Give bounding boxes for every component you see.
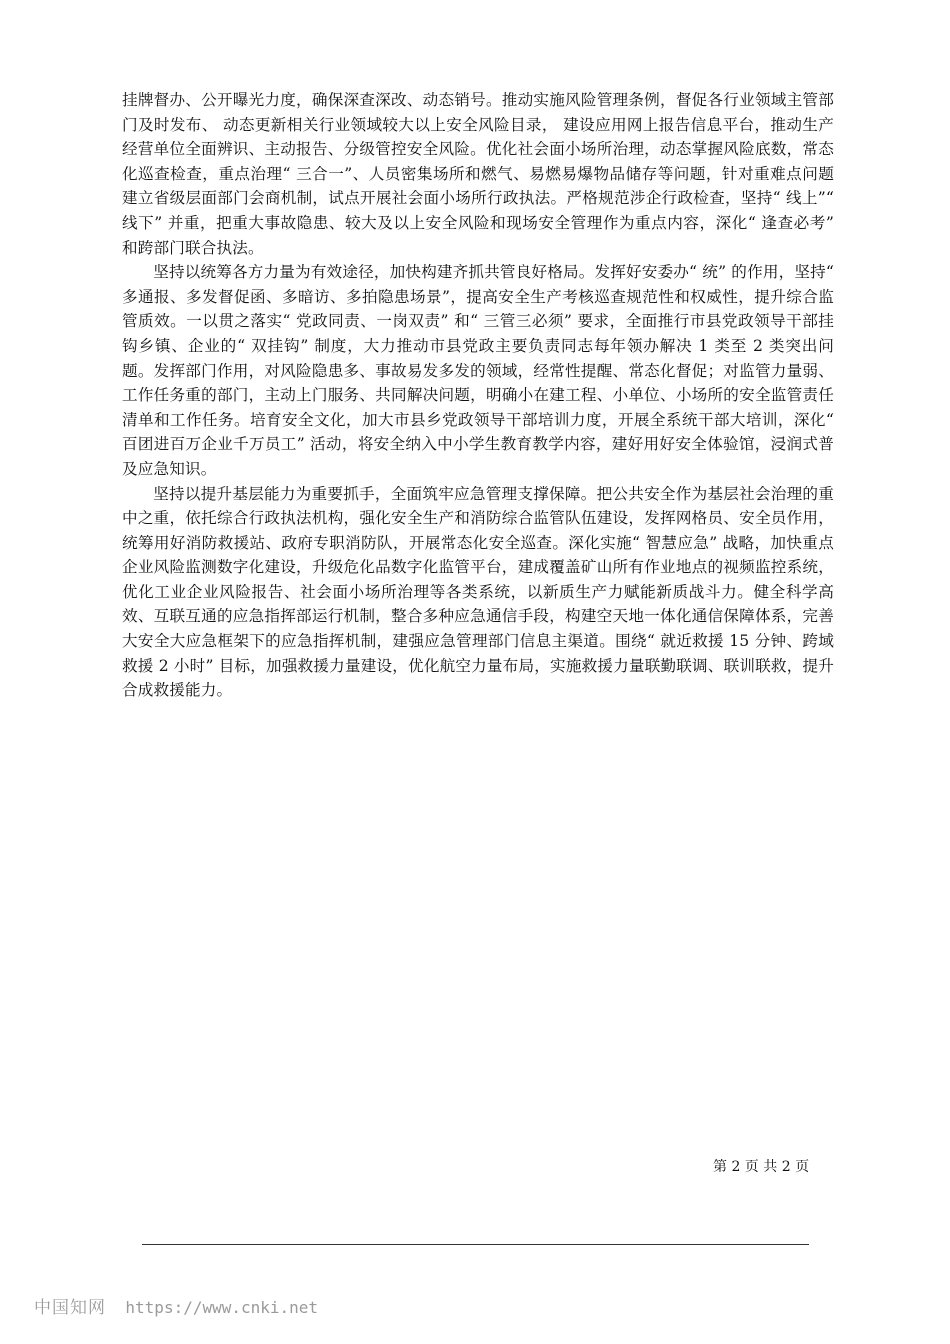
footer-divider: [142, 1244, 809, 1245]
page-number: 第 2 页 共 2 页: [713, 1159, 810, 1175]
watermark-url: https://www.cnki.net: [125, 1298, 319, 1317]
paragraph-continued: 挂牌督办、公开曝光力度，确保深查深改、动态销号。推动实施风险管理条例，督促各行业领域主管部门及时发布、 动态更新相关行业领域较大以上安全风险目录， 建设应用网上报告信息平台，推动生产经营单位全面辨识、主动报告、分级管控安全风险。优化社会面小场所治理，动态掌握风险底数，常态化巡查检查，重点治理“ 三合一”、人员密集场所和燃气、易燃易爆物品储存等问题，针对重难点问题建立省级层面部门会商机制，试点开展社会面小场所行政执法。严格规范涉企行政检查，坚持“ 线上”“ 线下” 并重，把重大事故隐患、较大及以上安全风险和现场安全管理作为重点内容，深化“ 逢查必考” 和跨部门联合执法。: [122, 91, 834, 257]
paragraph-coordination: 坚持以统筹各方力量为有效途径，加快构建齐抓共管良好格局。发挥好安委办“ 统” 的作用，坚持“ 多通报、多发督促函、多暗访、多拍隐患场景”，提高安全生产考核巡查规范性和权威性，提升综合监管质效。一以贯之落实“ 党政同责、一岗双责” 和“ 三管三必须” 要求，全面推行市县党政领导干部挂钩乡镇、企业的“ 双挂钩” 制度，大力推动市县党政主要负责同志每年领办解决 1 类至 2 类突出问题。发挥部门作用，对风险隐患多、事故易发多发的领域，经常性提醒、常态化督促；对监管力量弱、工作任务重的部门，主动上门服务、共同解决问题，明确小在建工程、小单位、小场所的安全监管责任清单和工作任务。培育安全文化，加大市县乡党政领导干部培训力度，开展全系统干部大培训，深化“ 百团进百万企业千万员工” 活动，将安全纳入中小学生教育教学内容，建好用好安全体验馆，浸润式普及应急知识。: [122, 263, 834, 478]
cnki-watermark: [34, 1293, 318, 1318]
watermark-logo-text: 中国知网: [34, 1298, 106, 1318]
document-body: [122, 88, 834, 703]
paragraph-grassroots-capacity: 坚持以提升基层能力为重要抓手，全面筑牢应急管理支撑保障。把公共安全作为基层社会治理的重中之重，依托综合行政执法机构，强化安全生产和消防综合监管队伍建设，发挥网格员、安全员作用，统筹用好消防救援站、政府专职消防队，开展常态化安全巡查。深化实施“ 智慧应急” 战略，加快重点企业风险监测数字化建设，升级危化品数字化监管平台，建成覆盖矿山所有作业地点的视频监控系统，优化工业企业风险报告、社会面小场所治理等各类系统，以新质生产力赋能新质战斗力。健全科学高效、互联互通的应急指挥部运行机制，整合多种应急通信手段，构建空天地一体化通信保障体系，完善大安全大应急框架下的应急指挥机制，建强应急管理部门信息主渠道。围绕“ 就近救援 15 分钟、跨域救援 2 小时” 目标，加强救援力量建设，优化航空力量布局，实施救援力量联勤联调、联训联救，提升合成救援能力。: [122, 484, 834, 700]
